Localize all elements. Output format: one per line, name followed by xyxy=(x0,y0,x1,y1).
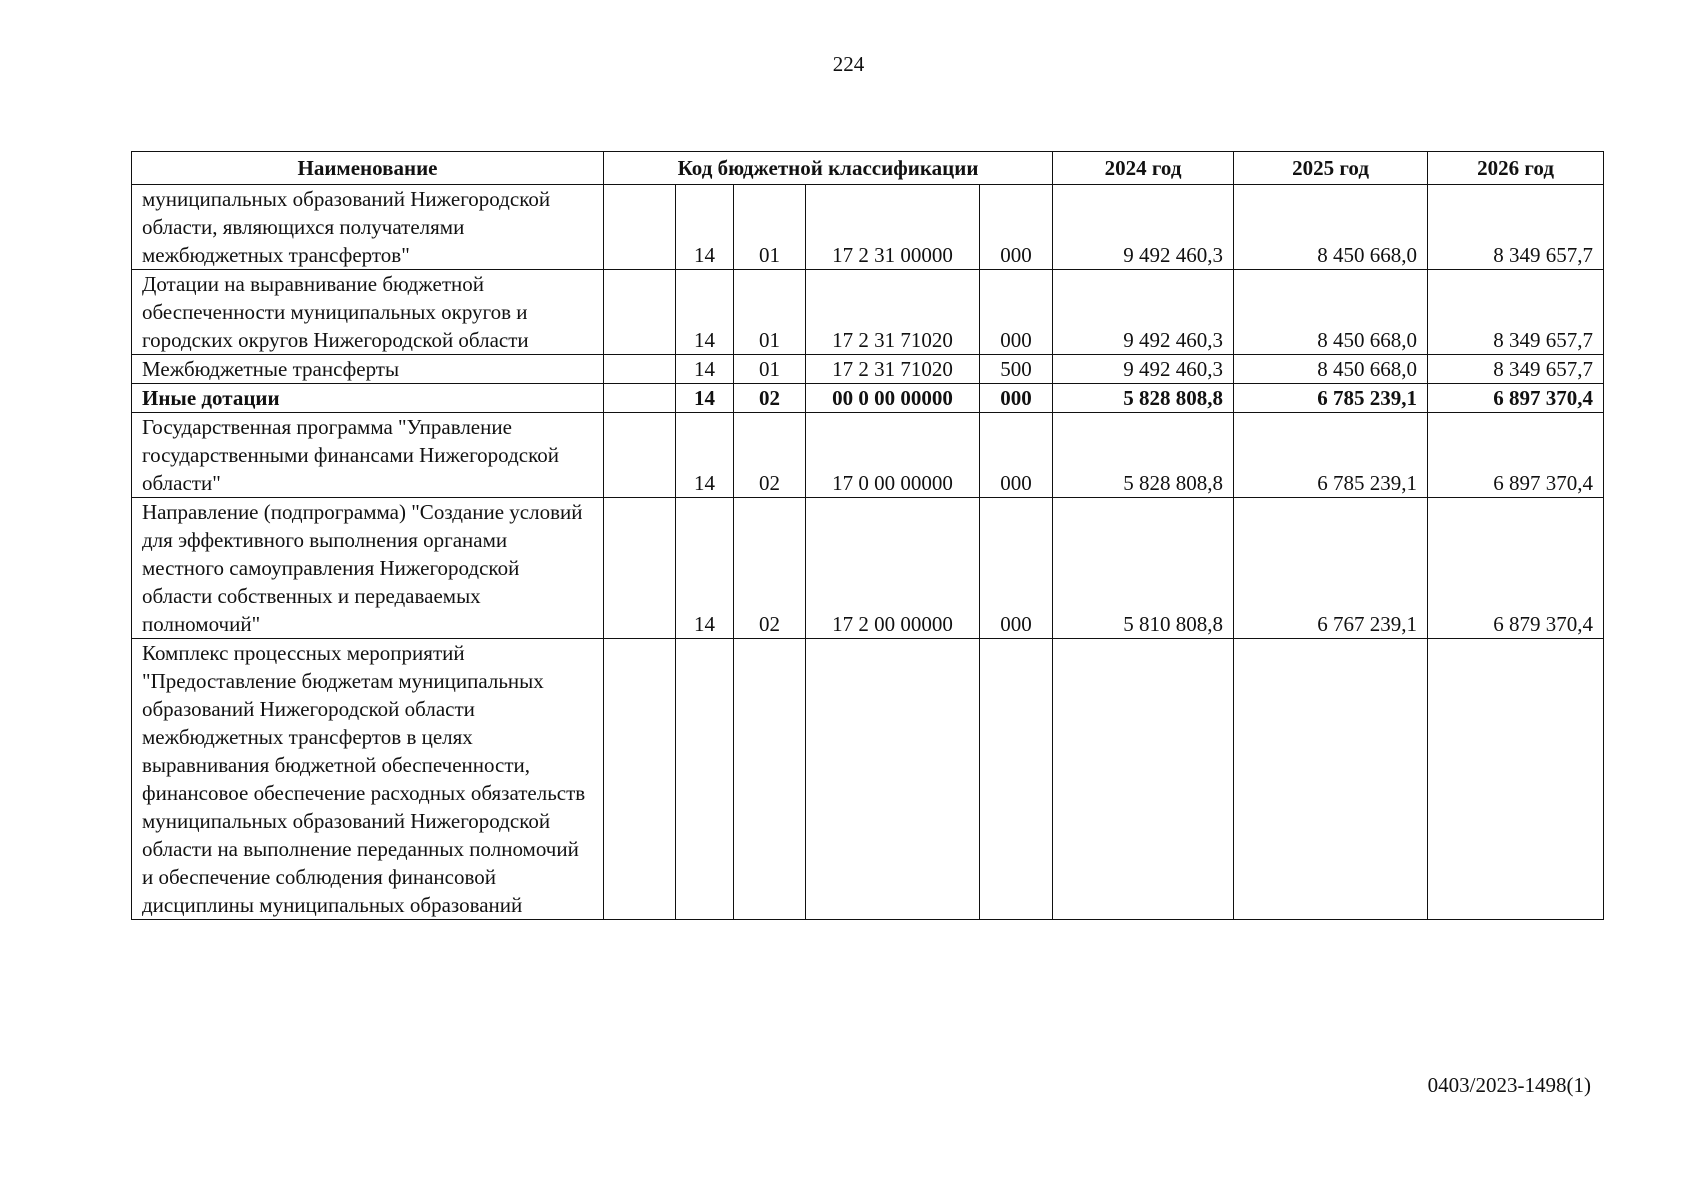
cell-ministry-code xyxy=(604,355,676,384)
cell-ministry-code xyxy=(604,413,676,498)
table-row xyxy=(132,355,1604,384)
cell-2024: 5 828 808,8 xyxy=(1053,413,1234,498)
cell-target-article: 17 0 00 00000 xyxy=(806,413,980,498)
document-code: 0403/2023-1498(1) xyxy=(1427,1073,1591,1097)
cell-name: муниципальных образований Нижегородской области, являющихся получателями межбюджетных трансфертов" xyxy=(132,185,604,270)
cell-2024: 5 810 808,8 xyxy=(1053,498,1234,639)
cell-expense-type: 000 xyxy=(980,384,1053,413)
table-row xyxy=(132,185,1604,270)
cell-2026 xyxy=(1428,639,1604,920)
cell-2026: 6 897 370,4 xyxy=(1428,384,1604,413)
cell-2024: 9 492 460,3 xyxy=(1053,270,1234,355)
cell-name: Комплекс процессных мероприятий "Предоставление бюджетам муниципальных образований Нижегородской области межбюджетных трансфертов в целях выравнивания бюджетной обеспеченности, финансовое обеспечение расходных обязательств муниципальных образований Нижегородской области на выполнение переданных полномочий и обеспечение соблюдения финансовой дисциплины муниципальных образований xyxy=(132,639,604,920)
cell-expense-type: 000 xyxy=(980,185,1053,270)
header-row xyxy=(132,152,1604,185)
cell-name: Дотации на выравнивание бюджетной обеспеченности муниципальных округов и городских округов Нижегородской области xyxy=(132,270,604,355)
cell-name: Межбюджетные трансферты xyxy=(132,355,604,384)
cell-2025: 8 450 668,0 xyxy=(1234,355,1428,384)
cell-2026: 8 349 657,7 xyxy=(1428,185,1604,270)
cell-section: 14 xyxy=(676,498,734,639)
cell-2025 xyxy=(1234,639,1428,920)
header-code: Код бюджетной классификации xyxy=(604,152,1053,185)
cell-target-article: 17 2 31 71020 xyxy=(806,270,980,355)
header-2026: 2026 год xyxy=(1428,152,1604,185)
cell-2026: 8 349 657,7 xyxy=(1428,355,1604,384)
cell-expense-type: 000 xyxy=(980,270,1053,355)
cell-expense-type: 500 xyxy=(980,355,1053,384)
cell-section: 14 xyxy=(676,185,734,270)
cell-expense-type: 000 xyxy=(980,498,1053,639)
cell-2026: 8 349 657,7 xyxy=(1428,270,1604,355)
cell-target-article: 17 2 00 00000 xyxy=(806,498,980,639)
cell-2026: 6 897 370,4 xyxy=(1428,413,1604,498)
cell-2025: 6 785 239,1 xyxy=(1234,384,1428,413)
cell-2025: 6 767 239,1 xyxy=(1234,498,1428,639)
cell-target-article: 17 2 31 00000 xyxy=(806,185,980,270)
cell-2024: 5 828 808,8 xyxy=(1053,384,1234,413)
table-row xyxy=(132,639,1604,920)
cell-subsection: 01 xyxy=(734,270,806,355)
cell-target-article: 00 0 00 00000 xyxy=(806,384,980,413)
cell-2025: 6 785 239,1 xyxy=(1234,413,1428,498)
cell-2024 xyxy=(1053,639,1234,920)
table-row xyxy=(132,384,1604,413)
cell-2024: 9 492 460,3 xyxy=(1053,185,1234,270)
cell-expense-type xyxy=(980,639,1053,920)
cell-subsection: 01 xyxy=(734,185,806,270)
cell-section: 14 xyxy=(676,270,734,355)
page-number: 224 xyxy=(832,52,865,76)
cell-2025: 8 450 668,0 xyxy=(1234,185,1428,270)
cell-ministry-code xyxy=(604,185,676,270)
cell-2025: 8 450 668,0 xyxy=(1234,270,1428,355)
cell-subsection xyxy=(734,639,806,920)
cell-expense-type: 000 xyxy=(980,413,1053,498)
cell-subsection: 02 xyxy=(734,384,806,413)
cell-target-article xyxy=(806,639,980,920)
cell-2026: 6 879 370,4 xyxy=(1428,498,1604,639)
header-2024: 2024 год xyxy=(1053,152,1234,185)
cell-section: 14 xyxy=(676,413,734,498)
cell-subsection: 02 xyxy=(734,413,806,498)
cell-subsection: 02 xyxy=(734,498,806,639)
header-2025: 2025 год xyxy=(1234,152,1428,185)
cell-section xyxy=(676,639,734,920)
cell-ministry-code xyxy=(604,384,676,413)
table-row xyxy=(132,270,1604,355)
table-row xyxy=(132,413,1604,498)
cell-section: 14 xyxy=(676,355,734,384)
cell-subsection: 01 xyxy=(734,355,806,384)
cell-ministry-code xyxy=(604,270,676,355)
cell-section: 14 xyxy=(676,384,734,413)
header-name: Наименование xyxy=(132,152,604,185)
cell-target-article: 17 2 31 71020 xyxy=(806,355,980,384)
cell-name: Государственная программа "Управление государственными финансами Нижегородской области" xyxy=(132,413,604,498)
cell-name: Иные дотации xyxy=(132,384,604,413)
cell-ministry-code xyxy=(604,498,676,639)
cell-ministry-code xyxy=(604,639,676,920)
budget-table xyxy=(131,151,1604,920)
cell-name: Направление (подпрограмма) "Создание условий для эффективного выполнения органами местного самоуправления Нижегородской области собственных и передаваемых полномочий" xyxy=(132,498,604,639)
table-row xyxy=(132,498,1604,639)
cell-2024: 9 492 460,3 xyxy=(1053,355,1234,384)
